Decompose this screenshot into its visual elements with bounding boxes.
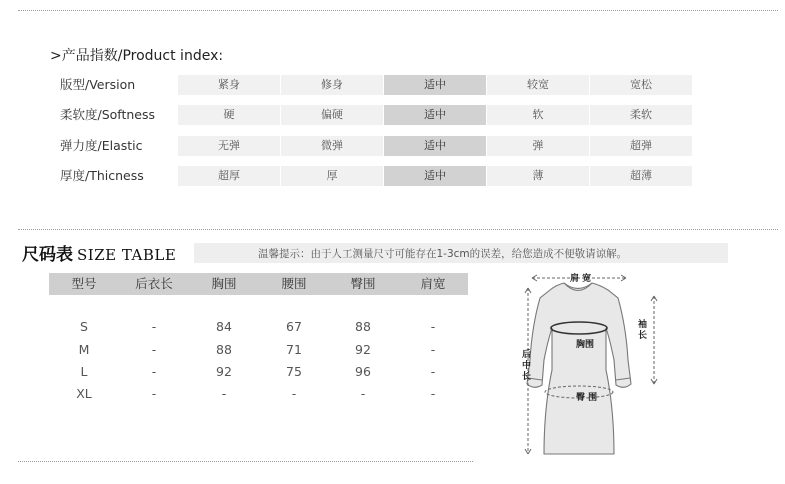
table-cell: 96	[355, 364, 371, 379]
chest-label: 胸围	[576, 340, 595, 350]
size-table-title	[22, 240, 176, 265]
table-cell: -	[430, 319, 436, 334]
pi-option: 修身	[281, 75, 383, 95]
sleeve-label: 袖 长	[638, 320, 648, 341]
pi-option: 较宽	[487, 75, 589, 95]
table-cell: -	[430, 364, 436, 379]
table-cell: -	[151, 319, 157, 334]
pi-option: 厚	[281, 166, 383, 186]
col-header-back-length: 后衣长	[135, 276, 173, 291]
size-table-header	[49, 273, 468, 295]
pi-label: 柔软度/Softness	[60, 107, 156, 122]
pi-option-selected: 适中	[384, 105, 486, 125]
col-header-shoulder: 肩宽	[420, 276, 446, 291]
table-cell: 92	[355, 342, 371, 357]
col-header-size: 型号	[71, 276, 97, 291]
pi-option: 薄	[487, 166, 589, 186]
pi-option: 紧身	[178, 75, 280, 95]
table-cell: 88	[216, 342, 232, 357]
table-cell: L	[80, 364, 88, 379]
pi-option: 硬	[178, 105, 280, 125]
table-cell: M	[78, 342, 90, 357]
pi-option-selected: 适中	[384, 136, 486, 156]
table-cell: -	[430, 386, 436, 401]
pi-label: 版型/Version	[60, 77, 136, 92]
pi-option: 超弹	[590, 136, 692, 156]
bottom-divider	[18, 461, 473, 462]
table-cell: -	[221, 386, 227, 401]
pi-option-selected: 适中	[384, 75, 486, 95]
pi-option-selected: 适中	[384, 166, 486, 186]
size-table-title-en: SIZE TABLE	[77, 246, 177, 264]
table-cell: 67	[286, 319, 302, 334]
middle-divider	[18, 229, 778, 230]
table-cell: 84	[216, 319, 232, 334]
pi-label: 弹力度/Elastic	[60, 138, 143, 153]
size-table-title-cn: 尺码表	[22, 245, 73, 265]
table-cell: -	[151, 342, 157, 357]
table-cell: -	[430, 342, 436, 357]
table-cell: 88	[355, 319, 371, 334]
pi-label: 厚度/Thicness	[60, 168, 144, 183]
pi-option: 无弹	[178, 136, 280, 156]
pi-option: 柔软	[590, 105, 692, 125]
garment-measurement-diagram	[488, 268, 670, 460]
pi-option: 弹	[487, 136, 589, 156]
table-cell: -	[151, 364, 157, 379]
table-cell: XL	[76, 386, 92, 401]
pi-option: 超薄	[590, 166, 692, 186]
table-cell: -	[291, 386, 297, 401]
dress-outline-icon	[488, 268, 670, 460]
table-cell: -	[151, 386, 157, 401]
table-cell: S	[80, 319, 88, 334]
col-header-waist: 腰围	[281, 276, 307, 291]
col-header-chest: 胸围	[211, 276, 237, 291]
pi-option: 超厚	[178, 166, 280, 186]
top-divider	[18, 10, 778, 11]
pi-option: 宽松	[590, 75, 692, 95]
back-length-label: 后 中 长	[522, 350, 532, 382]
shoulder-label: 肩 宽	[570, 274, 592, 284]
col-header-hip: 臀围	[350, 276, 376, 291]
table-cell: 75	[286, 364, 302, 379]
hip-label: 臀 围	[576, 393, 598, 403]
product-index-title: >产品指数/Product index:	[50, 48, 224, 64]
table-cell: 92	[216, 364, 232, 379]
pi-option: 偏硬	[281, 105, 383, 125]
measurement-note: 温馨提示：由于人工测量尺寸可能存在1-3cm的误差，给您造成不便敬请谅解。	[258, 248, 628, 260]
table-cell: -	[360, 386, 366, 401]
table-cell: 71	[286, 342, 302, 357]
pi-option: 微弹	[281, 136, 383, 156]
pi-option: 软	[487, 105, 589, 125]
